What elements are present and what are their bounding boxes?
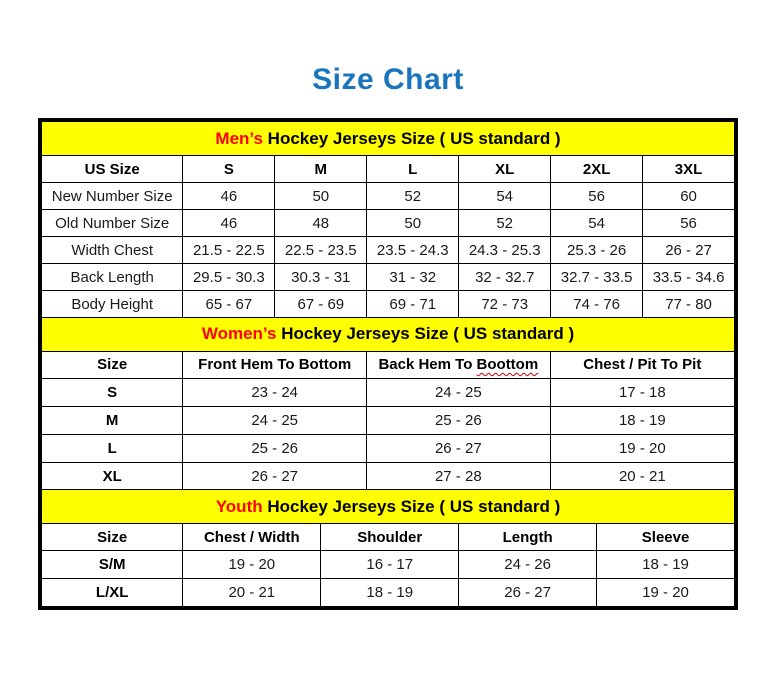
size-cell: 19 - 20 [550, 434, 734, 462]
column-header-misspelled [367, 351, 551, 378]
size-cell: 72 - 73 [459, 291, 551, 318]
mens-size-table [41, 121, 735, 318]
mens-heading-rest: Hockey Jerseys Size ( US standard ) [262, 128, 561, 148]
size-cell: 23.5 - 24.3 [367, 237, 459, 264]
table-row [42, 264, 735, 291]
size-cell: 46 [183, 183, 275, 210]
mens-section-band [42, 122, 735, 156]
column-header: Length [459, 524, 597, 551]
column-header: M [275, 156, 367, 183]
size-cell: 25.3 - 26 [551, 237, 643, 264]
size-cell: 48 [275, 210, 367, 237]
row-label: Back Length [42, 264, 183, 291]
table-row [42, 551, 735, 579]
column-header: Sleeve [597, 524, 735, 551]
size-cell: 32 - 32.7 [459, 264, 551, 291]
row-label: L [42, 434, 183, 462]
mens-section-heading [42, 122, 735, 156]
size-cell: 21.5 - 22.5 [183, 237, 275, 264]
size-cell: 54 [459, 183, 551, 210]
youth-section-band [42, 490, 735, 524]
size-cell: 33.5 - 34.6 [643, 264, 735, 291]
column-header: S [183, 156, 275, 183]
column-header: US Size [42, 156, 183, 183]
size-cell: 52 [459, 210, 551, 237]
size-cell: 20 - 21 [550, 462, 734, 490]
table-row [42, 378, 735, 406]
size-cell: 26 - 27 [183, 462, 367, 490]
size-cell: 16 - 17 [321, 551, 459, 579]
size-cell: 24.3 - 25.3 [459, 237, 551, 264]
youth-heading-highlight: Youth [215, 496, 263, 516]
column-header: Size [42, 524, 183, 551]
size-cell: 69 - 71 [367, 291, 459, 318]
youth-size-table [41, 489, 735, 607]
size-cell: 50 [275, 183, 367, 210]
column-header: 2XL [551, 156, 643, 183]
womens-section-heading [42, 317, 735, 351]
table-row [42, 434, 735, 462]
column-header: Chest / Width [183, 524, 321, 551]
size-cell: 60 [643, 183, 735, 210]
size-cell: 26 - 27 [459, 579, 597, 607]
table-row [42, 210, 735, 237]
size-cell: 26 - 27 [643, 237, 735, 264]
column-header: L [367, 156, 459, 183]
size-cell: 18 - 19 [321, 579, 459, 607]
size-cell: 67 - 69 [275, 291, 367, 318]
column-header: Size [42, 351, 183, 378]
row-label: M [42, 406, 183, 434]
size-cell: 56 [551, 183, 643, 210]
table-row [42, 291, 735, 318]
row-label: L/XL [42, 579, 183, 607]
table-row [42, 183, 735, 210]
womens-heading-rest: Hockey Jerseys Size ( US standard ) [276, 324, 575, 343]
row-label: Width Chest [42, 237, 183, 264]
youth-section-heading [42, 490, 735, 524]
column-header: 3XL [643, 156, 735, 183]
mens-column-header-row [42, 156, 735, 183]
size-cell: 31 - 32 [367, 264, 459, 291]
size-chart-tables [38, 118, 738, 610]
size-cell: 46 [183, 210, 275, 237]
row-label: XL [42, 462, 183, 490]
womens-size-table [41, 317, 735, 491]
column-header: Chest / Pit To Pit [550, 351, 734, 378]
table-row [42, 406, 735, 434]
size-cell: 30.3 - 31 [275, 264, 367, 291]
column-header: Shoulder [321, 524, 459, 551]
size-cell: 25 - 26 [183, 434, 367, 462]
size-cell: 52 [367, 183, 459, 210]
size-cell: 26 - 27 [367, 434, 551, 462]
misspelled-word: Boottom [476, 356, 539, 373]
size-cell: 50 [367, 210, 459, 237]
size-cell: 23 - 24 [183, 378, 367, 406]
column-header: Front Hem To Bottom [183, 351, 367, 378]
size-cell: 65 - 67 [183, 291, 275, 318]
size-cell: 18 - 19 [597, 551, 735, 579]
row-label: S [42, 378, 183, 406]
womens-column-header-row [42, 351, 735, 378]
size-cell: 29.5 - 30.3 [183, 264, 275, 291]
row-label: S/M [42, 551, 183, 579]
mens-heading-highlight: Men’s [215, 128, 263, 148]
size-cell: 19 - 20 [597, 579, 735, 607]
size-cell: 74 - 76 [551, 291, 643, 318]
size-cell: 32.7 - 33.5 [551, 264, 643, 291]
size-cell: 56 [643, 210, 735, 237]
size-cell: 19 - 20 [183, 551, 321, 579]
size-cell: 24 - 25 [183, 406, 367, 434]
womens-heading-highlight: Women’s [201, 324, 277, 343]
column-header: XL [459, 156, 551, 183]
row-label: Body Height [42, 291, 183, 318]
table-row [42, 462, 735, 490]
size-cell: 24 - 26 [459, 551, 597, 579]
size-cell: 17 - 18 [550, 378, 734, 406]
size-cell: 22.5 - 23.5 [275, 237, 367, 264]
size-cell: 27 - 28 [367, 462, 551, 490]
size-cell: 77 - 80 [643, 291, 735, 318]
youth-column-header-row [42, 524, 735, 551]
size-cell: 18 - 19 [550, 406, 734, 434]
table-row [42, 237, 735, 264]
size-cell: 24 - 25 [367, 378, 551, 406]
page-title: Size Chart [312, 63, 464, 96]
size-cell: 25 - 26 [367, 406, 551, 434]
row-label: New Number Size [42, 183, 183, 210]
size-cell: 54 [551, 210, 643, 237]
youth-heading-rest: Hockey Jerseys Size ( US standard ) [262, 496, 561, 516]
size-cell: 20 - 21 [183, 579, 321, 607]
table-row [42, 579, 735, 607]
column-header-text: Back Hem To [378, 356, 477, 373]
womens-section-band [42, 317, 735, 351]
row-label: Old Number Size [42, 210, 183, 237]
